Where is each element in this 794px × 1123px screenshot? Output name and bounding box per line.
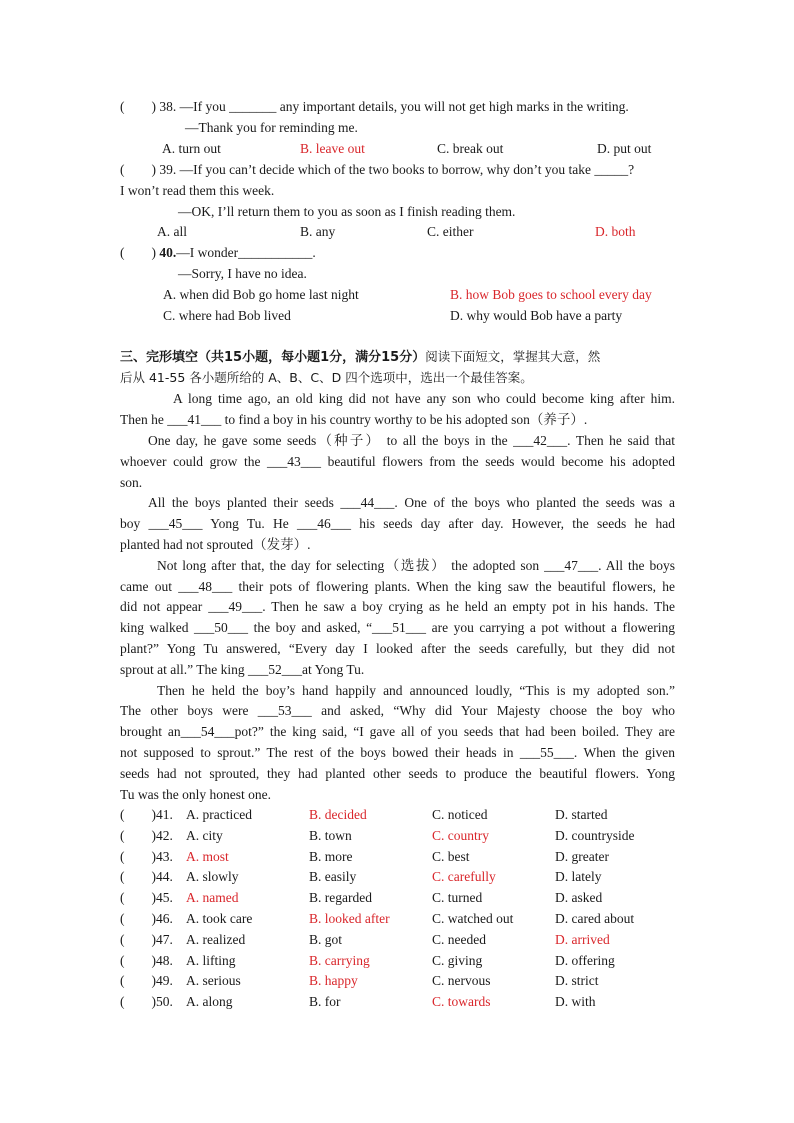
question-option: D. asked	[555, 890, 603, 905]
q40-option-a: A. when did Bob go home last night	[163, 287, 359, 302]
question-option: B. carrying	[309, 953, 370, 968]
question-label: ( )45.	[120, 890, 173, 905]
question-option: B. happy	[309, 973, 358, 988]
q39-reply: —OK, I’ll return them to you as soon as I finish reading them.	[178, 204, 516, 219]
question-option: D. with	[555, 994, 596, 1009]
q39-stem: ( ) 39. —If you can’t decide which of the two books to borrow, why don’t you take _____?	[120, 162, 635, 177]
question-option: A. realized	[186, 932, 246, 947]
q38-stem: ( ) 38. —If you _______ any important details, you will not get high marks in the writing.	[120, 99, 629, 114]
question-option: B. more	[309, 849, 353, 864]
question-option: D. arrived	[555, 932, 610, 947]
question-label: ( )46.	[120, 911, 173, 926]
question-label: ( )42.	[120, 828, 173, 843]
question-option: C. noticed	[432, 807, 488, 822]
q40-option-b: B. how Bob goes to school every day	[450, 287, 652, 302]
question-option: B. decided	[309, 807, 367, 822]
passage-line: All the boys planted their seeds ___44___. One of the boys who planted the seeds was a	[148, 495, 675, 510]
passage-line: Then he ___41___ to find a boy in his country worthy to be his adopted son（养子）.	[120, 412, 588, 427]
question-option: A. practiced	[186, 807, 252, 822]
q38-option-c: C. break out	[437, 141, 504, 156]
q39-option-d: D. both	[595, 224, 636, 239]
passage-line: not supposed to sprout.” The rest of the boys bowed their heads in ___55___. When the given	[120, 745, 675, 760]
question-option: C. nervous	[432, 973, 491, 988]
question-label: ( )44.	[120, 869, 173, 884]
q40-text: —I wonder___________.	[176, 245, 316, 260]
question-option: C. turned	[432, 890, 483, 905]
question-option: D. greater	[555, 849, 609, 864]
q40-stem	[120, 244, 675, 262]
q40-reply: —Sorry, I have no idea.	[178, 266, 307, 281]
passage-line: whoever could grow the ___43___ beautiful flowers from the seeds would become his adopted	[120, 454, 675, 469]
question-option: C. best	[432, 849, 470, 864]
q40-number: 40.	[159, 245, 177, 260]
question-label: ( )48.	[120, 953, 173, 968]
section-header	[120, 348, 675, 367]
question-label: ( )49.	[120, 973, 173, 988]
question-option: D. cared about	[555, 911, 635, 926]
passage-line: One day, he gave some seeds（种子） to all the boys in the ___42___. Then he said that	[148, 433, 675, 448]
question-option: C. watched out	[432, 911, 514, 926]
question-option: A. named	[186, 890, 239, 905]
question-option: B. got	[309, 932, 343, 947]
question-label: ( )47.	[120, 932, 173, 947]
question-option: A. most	[186, 849, 229, 864]
passage-line: boy ___45___ Yong Tu. He ___46___ his seeds day after day. However, the seeds he had	[120, 516, 675, 531]
passage-line: seeds had not sprouted, they had planted other seeds to produce the beautiful flowers. Yong	[120, 766, 675, 781]
passage-line: plant?” Yong Tu answered, “Every day I looked after the seeds carefully, but they did not	[120, 641, 675, 656]
passage-line: planted had not sprouted（发芽）.	[120, 537, 311, 552]
section-instruction-cont: 后从 41-55 各小题所给的 A、B、C、D 四个选项中，选出一个最佳答案。	[120, 370, 533, 385]
question-option: B. looked after	[309, 911, 390, 926]
question-option: D. offering	[555, 953, 615, 968]
q38-option-a: A. turn out	[162, 141, 221, 156]
question-option: B. for	[309, 994, 341, 1009]
question-option: A. slowly	[186, 869, 239, 884]
section-instruction: 阅读下面短文，掌握其大意，然	[425, 349, 601, 364]
q38-reply: —Thank you for reminding me.	[185, 120, 358, 135]
passage-line: did not appear ___49___. Then he saw a boy crying as he held an empty pot in his hands. The	[120, 599, 675, 614]
passage-line: brought an___54___pot?” the king said, “I gave all of you seeds that had been boiled. They are	[120, 724, 675, 739]
q40-prefix: ( )	[120, 245, 160, 260]
passage-line: The other boys were ___53___ and asked, “Why did Your Majesty choose the boy who	[120, 703, 675, 718]
question-option: C. needed	[432, 932, 486, 947]
q38-option-b: B. leave out	[300, 141, 365, 156]
section-title: 三、完形填空（共15小题，每小题1分，满分15分）	[120, 350, 426, 365]
passage-line: king walked ___50___ the boy and asked, “___51___ are you carrying a pot without a flowering	[120, 620, 675, 635]
question-option: C. giving	[432, 953, 483, 968]
question-option: D. countryside	[555, 828, 635, 843]
q40-option-c: C. where had Bob lived	[163, 308, 291, 323]
question-option: B. regarded	[309, 890, 372, 905]
passage-line: son.	[120, 475, 143, 490]
passage-line: Tu was the only honest one.	[120, 787, 271, 802]
question-option: B. easily	[309, 869, 357, 884]
question-option: D. started	[555, 807, 608, 822]
question-option: D. lately	[555, 869, 602, 884]
passage-line: Not long after that, the day for selecting（选拔） the adopted son ___47___. All the boys	[157, 558, 675, 573]
passage-line: sprout at all.” The king ___52___at Yong Tu.	[120, 662, 365, 677]
question-option: D. strict	[555, 973, 599, 988]
passage-line: came out ___48___ their pots of flowering plants. When the king saw the beautiful flowers, he	[120, 579, 675, 594]
question-option: A. lifting	[186, 953, 236, 968]
question-option: B. town	[309, 828, 352, 843]
question-option: A. city	[186, 828, 223, 843]
q39-option-a: A. all	[157, 224, 187, 239]
question-option: A. took care	[186, 911, 253, 926]
question-label: ( )41.	[120, 807, 173, 822]
question-label: ( )50.	[120, 994, 173, 1009]
question-option: C. country	[432, 828, 489, 843]
q38-option-d: D. put out	[597, 141, 652, 156]
q39-option-b: B. any	[300, 224, 336, 239]
passage-line: Then he held the boy’s hand happily and announced loudly, “This is my adopted son.”	[157, 683, 675, 698]
question-label: ( )43.	[120, 849, 173, 864]
passage-line: A long time ago, an old king did not have any son who could become king after him.	[173, 391, 675, 406]
question-option: A. along	[186, 994, 233, 1009]
q40-option-d: D. why would Bob have a party	[450, 308, 623, 323]
question-option: C. towards	[432, 994, 491, 1009]
question-option: A. serious	[186, 973, 241, 988]
question-option: C. carefully	[432, 869, 496, 884]
q39-stem-cont: I won’t read them this week.	[120, 183, 275, 198]
q39-option-c: C. either	[427, 224, 474, 239]
